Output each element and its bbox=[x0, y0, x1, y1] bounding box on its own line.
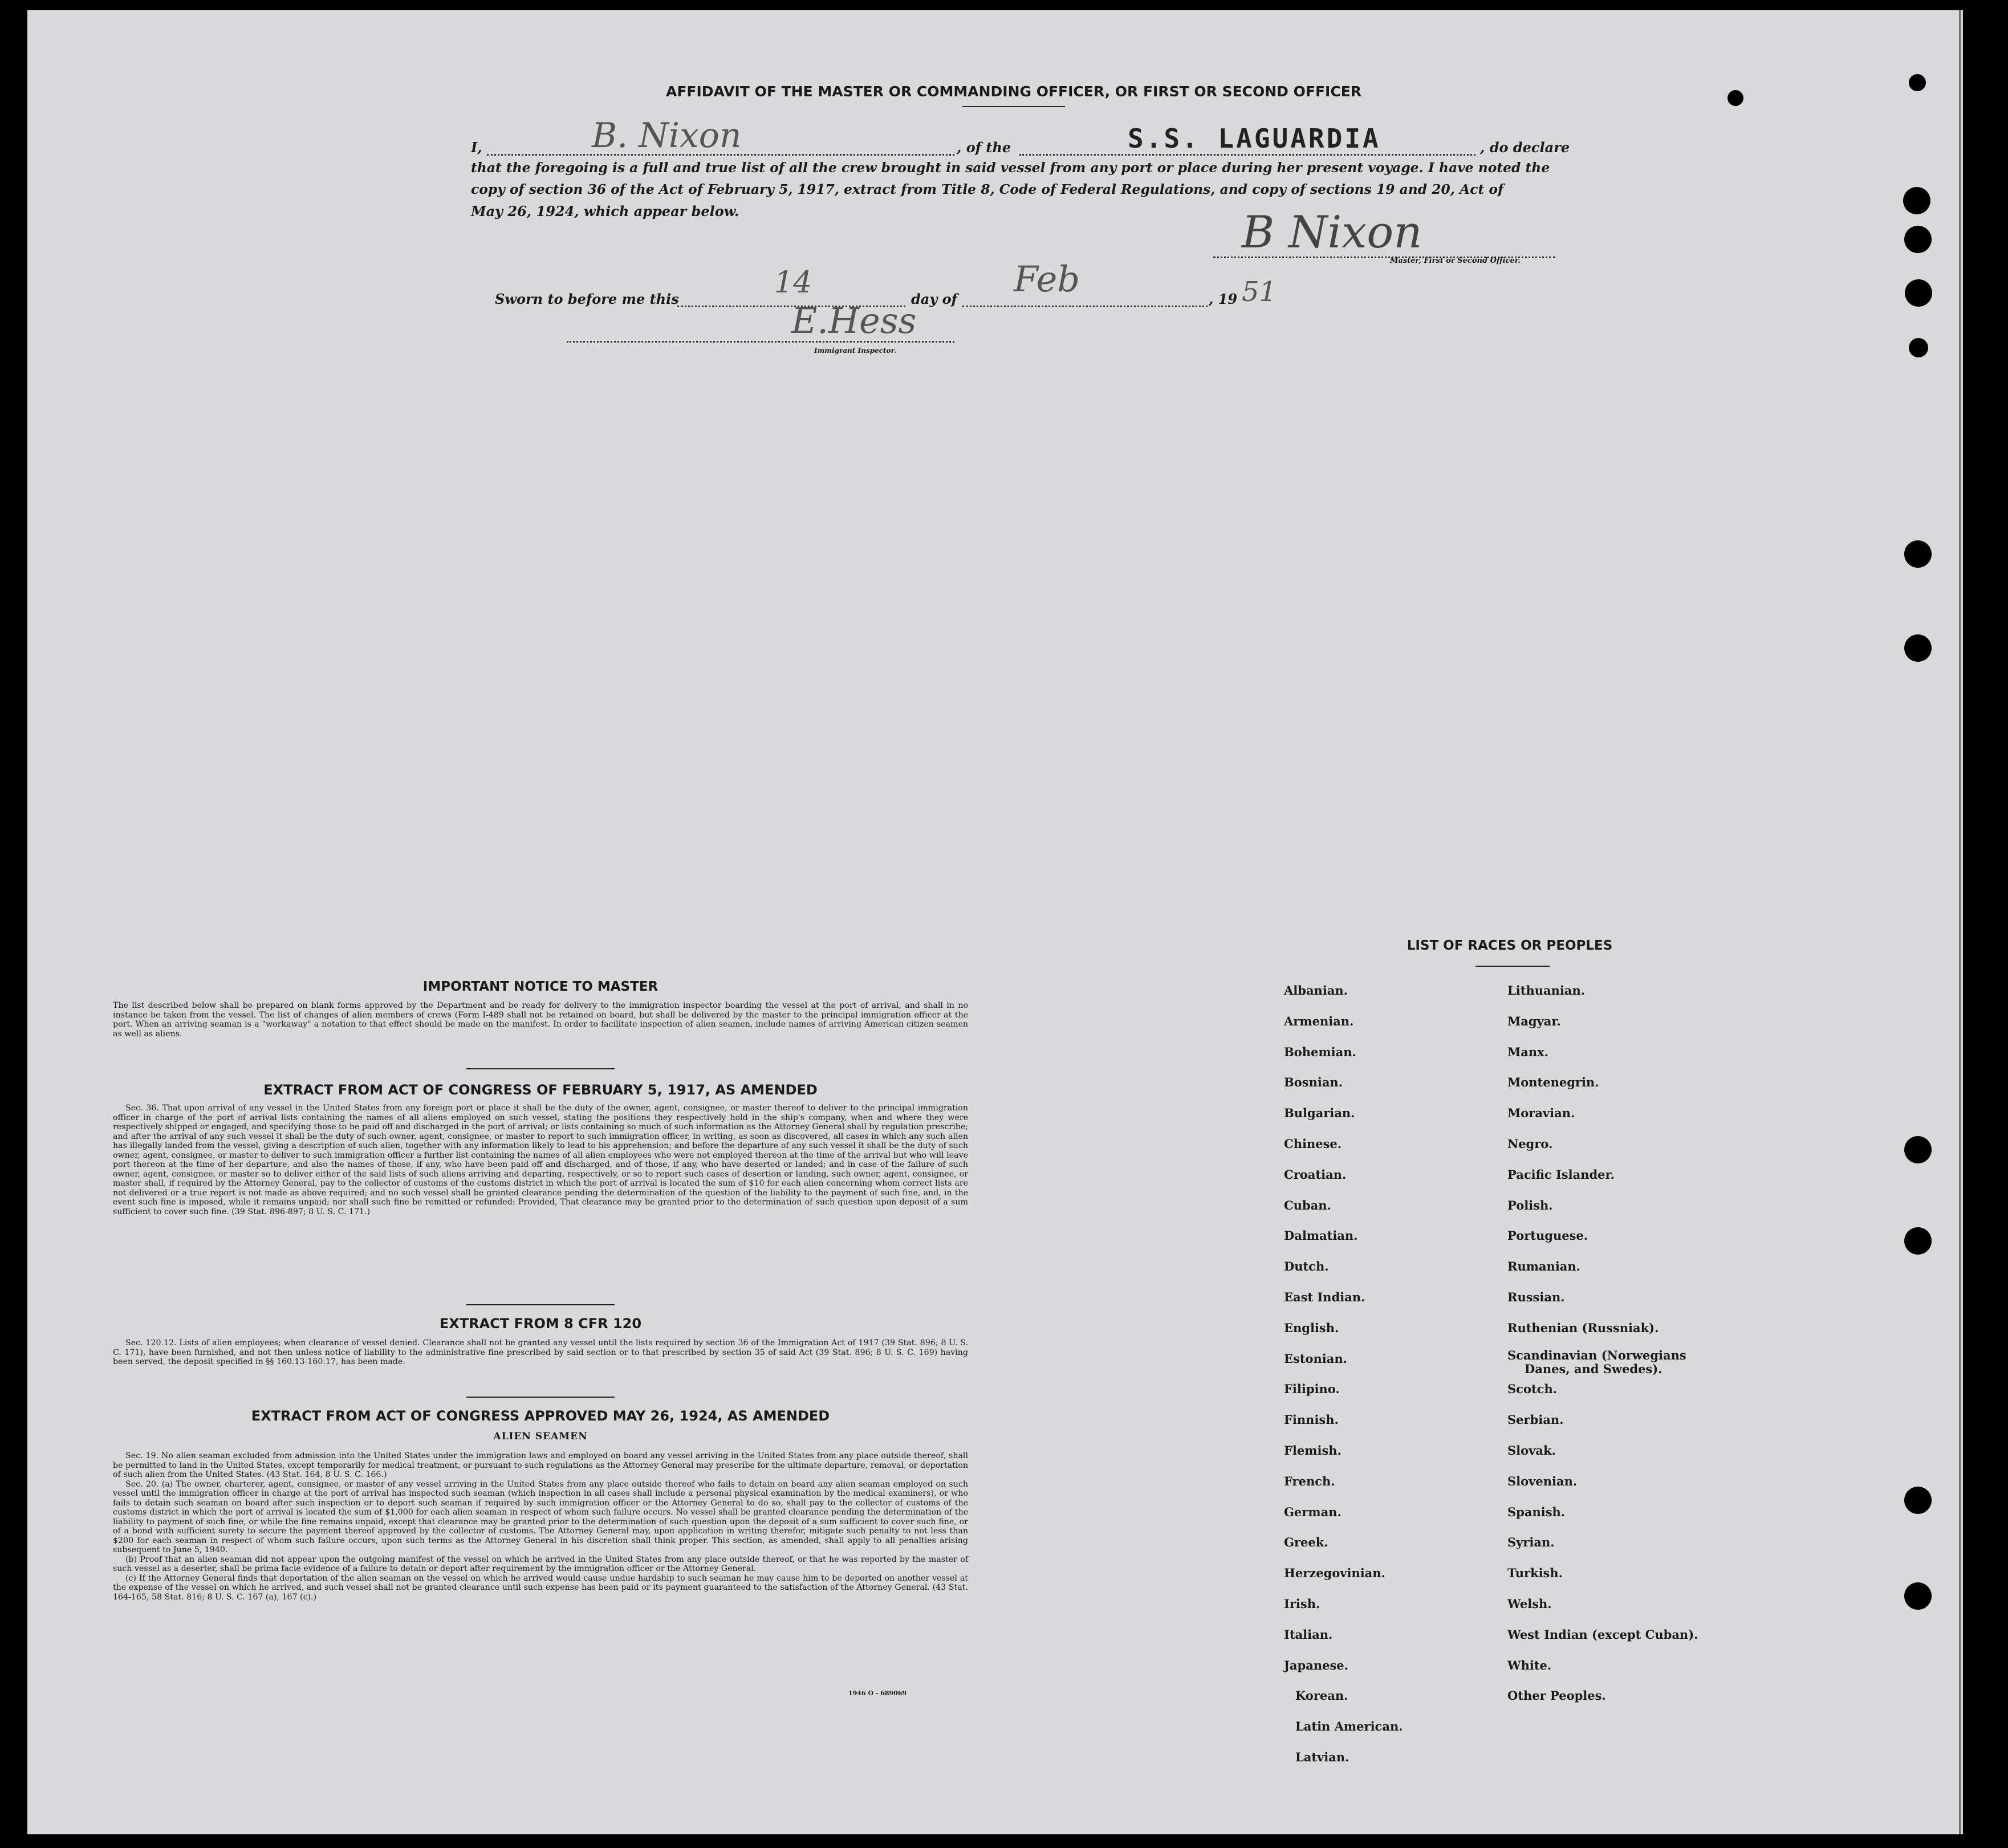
title-underline bbox=[962, 106, 1065, 107]
race-item: West Indian (except Cuban). bbox=[1507, 1627, 1698, 1642]
day-value: 14 bbox=[774, 266, 812, 300]
race-item: Latvian. bbox=[1295, 1750, 1349, 1764]
race-item: Scandinavian (Norwegians bbox=[1507, 1348, 1686, 1362]
punch-hole bbox=[1904, 634, 1932, 662]
race-item: Ruthenian (Russniak). bbox=[1507, 1320, 1659, 1335]
race-item: Latin American. bbox=[1295, 1719, 1403, 1734]
race-item: Negro. bbox=[1507, 1137, 1553, 1151]
race-item: Welsh. bbox=[1507, 1597, 1552, 1611]
document-page bbox=[27, 10, 1963, 1834]
race-item: Danes, and Swedes). bbox=[1525, 1361, 1663, 1376]
race-item: Dalmatian. bbox=[1284, 1228, 1358, 1243]
inspector-label: Immigrant Inspector. bbox=[814, 347, 896, 355]
year-value: 51 bbox=[1242, 276, 1277, 308]
race-item: Finnish. bbox=[1284, 1413, 1339, 1427]
printer-mark: 1946 O - 689069 bbox=[848, 1690, 907, 1697]
punch-hole bbox=[1904, 540, 1932, 568]
punch-hole bbox=[1905, 279, 1932, 307]
master-name-handwritten: B. Nixon bbox=[592, 116, 742, 156]
race-item: Slovenian. bbox=[1507, 1473, 1578, 1488]
do-declare-label: , do declare bbox=[1480, 139, 1570, 156]
race-item: Korean. bbox=[1295, 1688, 1348, 1703]
race-item: Portuguese. bbox=[1507, 1228, 1588, 1243]
race-item: White. bbox=[1507, 1658, 1552, 1672]
master-label: Master, First or Second Officer. bbox=[1390, 257, 1521, 265]
race-item: Scotch. bbox=[1507, 1382, 1558, 1397]
race-item: Rumanian. bbox=[1507, 1259, 1580, 1274]
race-item: English. bbox=[1284, 1320, 1339, 1335]
races-title: LIST OF RACES OR PEOPLES bbox=[1407, 938, 1613, 953]
sec-20c-paragraph: (c) If the Attorney General finds that deportation of the alien seaman on the vessel on which he arrived would cause undue hardship to such seaman he may cause him to be deported on another vessel at the expense of the vessel on which he arrived, and such vessel shall not be granted clearance until such expense has been paid or its payment guaranteed to the satisfaction of the Attorney General. (43 Stat. 164-165, 58 Stat. 816; 8 U. S. C. 167 (a), 167 (c).) bbox=[113, 1573, 968, 1602]
race-item: Turkish. bbox=[1507, 1566, 1563, 1581]
page-edge bbox=[1959, 10, 1963, 1834]
race-item: Manx. bbox=[1507, 1044, 1548, 1059]
race-item: Bosnian. bbox=[1284, 1075, 1343, 1090]
extract-cfr-rule bbox=[466, 1397, 615, 1398]
race-item: Spanish. bbox=[1507, 1504, 1566, 1519]
race-item: Bohemian. bbox=[1284, 1044, 1356, 1059]
punch-hole bbox=[1727, 90, 1743, 106]
extract-1924-text bbox=[113, 1451, 968, 1602]
race-item: Slovak. bbox=[1507, 1443, 1556, 1458]
affidavit-line-3: copy of section 36 of the Act of February 5, 1917, extract from Title 8, Code of Federal Regulations, and copy of sections 19 and 20, Act of bbox=[471, 181, 1504, 197]
race-item: Japanese. bbox=[1284, 1658, 1348, 1672]
race-item: Filipino. bbox=[1284, 1382, 1340, 1397]
vessel-name: S.S. LAGUARDIA bbox=[1128, 123, 1381, 154]
race-item: Greek. bbox=[1284, 1535, 1328, 1550]
notice-rule bbox=[466, 1068, 615, 1069]
year-prefix: , 19 bbox=[1209, 291, 1238, 307]
extract-1924-title: EXTRACT FROM ACT OF CONGRESS APPROVED MAY 26, 1924, AS AMENDED bbox=[251, 1408, 830, 1424]
of-the-label: , of the bbox=[957, 139, 1011, 156]
affidavit-line-2: that the foregoing is a full and true list of all the crew brought in said vessel from any port or place during her present voyage. I have noted the bbox=[471, 160, 1550, 176]
race-item: Albanian. bbox=[1284, 983, 1348, 998]
race-item: Polish. bbox=[1507, 1198, 1553, 1212]
race-item: Other Peoples. bbox=[1507, 1688, 1606, 1703]
race-item: Moravian. bbox=[1507, 1106, 1575, 1121]
race-item: Armenian. bbox=[1284, 1013, 1354, 1028]
race-item: Chinese. bbox=[1284, 1137, 1342, 1151]
affidavit-i-label: I, bbox=[471, 139, 482, 156]
race-item: East Indian. bbox=[1284, 1290, 1365, 1304]
extract-cfr-text bbox=[113, 1338, 968, 1367]
punch-hole bbox=[1904, 226, 1932, 253]
race-item: Pacific Islander. bbox=[1507, 1167, 1615, 1182]
race-item: Montenegrin. bbox=[1507, 1075, 1599, 1090]
affidavit-title: AFFIDAVIT OF THE MASTER OR COMMANDING OFFICER, OR FIRST OR SECOND OFFICER bbox=[665, 83, 1362, 100]
extract-1917-rule bbox=[466, 1304, 615, 1305]
punch-hole bbox=[1904, 1487, 1932, 1514]
sec-20b-paragraph: (b) Proof that an alien seaman did not appear upon the outgoing manifest of the vessel on which he arrived in the United States from any place outside thereof, or that he was reported by the master of such vessel as a deserter, shall be prima facie evidence of a failure to detain or deport after requirement by the immigration officer or the Attorney General. bbox=[113, 1554, 968, 1573]
race-item: Croatian. bbox=[1284, 1167, 1347, 1182]
race-item: Syrian. bbox=[1507, 1535, 1555, 1550]
race-item: Italian. bbox=[1284, 1627, 1333, 1642]
race-item: Bulgarian. bbox=[1284, 1106, 1355, 1121]
race-item: Magyar. bbox=[1507, 1013, 1561, 1028]
race-item: German. bbox=[1284, 1504, 1342, 1519]
notice-text: The list described below shall be prepared on blank forms approved by the Department and be ready for delivery to the immigration inspector boarding the vessel at the port of arrival, and shall in no instance be taken from the vessel. The list of changes of alien members of crews (Form I-489 shall not be retained on board, but shall be delivered by the master to the principal immigration officer at the port. When an arriving seaman is a "workaway" a notation to that effect should be made on the manifest. In order to facilitate inspection of alien seamen, include names of arriving American citizen seamen as well as aliens. bbox=[113, 1001, 968, 1039]
inspector-line bbox=[567, 340, 954, 343]
extract-1917-text bbox=[113, 1104, 968, 1216]
master-signature: B Nixon bbox=[1242, 207, 1422, 258]
race-item: French. bbox=[1284, 1473, 1335, 1488]
sec-19-paragraph: Sec. 19. No alien seaman excluded from admission into the United States under the immigration laws and employed on board any vessel arriving in the United States from any place outside thereof, shall be permitted to land in the United States, except temporarily for medical treatment, or pursuant to such regulations as the Attorney General may prescribe for the ultimate departure, removal, or deportation of such alien from the United States. (43 Stat. 164, 8 U. S. C. 166.) bbox=[113, 1451, 968, 1479]
race-item: Cuban. bbox=[1284, 1198, 1331, 1212]
punch-hole bbox=[1909, 338, 1928, 357]
sec-20a-paragraph: Sec. 20. (a) The owner, charterer, agent, consignee, or master of any vessel arriving in the United States from any place outside thereof who fails to detain on board any alien seaman employed on such vessel until the immigration officer in charge at the port of arrival has inspected such seaman (which inspection in all cases shall include a personal physical examination by the medical examiners), or who fails to detain such seaman on board after such inspection or to deport such seaman if required by such immigration officer or the Attorney General to do so, shall pay to the collector of customs of the customs district in which the port of arrival is located the sum of $1,000 for each alien seaman in respect of whom such failure occurs. No vessel shall be granted clearance pending the determination of the liability to payment of such fine, or while the fine remains unpaid, except that clearance may be granted prior to the determination of such question upon the deposit of a sum sufficient to cover such fine, or of a bond with sufficient surety to secure the payment thereof approved by the collector of customs. The Attorney General may, upon application in writing therefor, mitigate such penalty to not less than $200 for each seaman in respect of whom such failure occurs, upon such terms as the Attorney General in his discretion shall think proper. This section, as amended, shall apply to all penalties arising subsequent to June 5, 1940. bbox=[113, 1479, 968, 1554]
race-item: Lithuanian. bbox=[1507, 983, 1586, 998]
extract-cfr-paragraph: Sec. 120.12. Lists of alien employees; when clearance of vessel denied. Clearance shall not be granted any vessel until the lists required by section 36 of the Immigration Act of 1917 (39 Stat. 896; 8 U. S. C. 171), have been furnished, and not then unless notice of liability to the administrative fine prescribed by said section or to that prescribed by section 35 of said Act (39 Stat. 896; 8 U. S. C. 169) having been served, the deposit specified in §§ 160.13-160.17, has been made. bbox=[113, 1338, 968, 1366]
race-item: Dutch. bbox=[1284, 1259, 1329, 1274]
punch-hole bbox=[1909, 74, 1926, 91]
extract-cfr-title: EXTRACT FROM 8 CFR 120 bbox=[439, 1316, 642, 1332]
race-item: Russian. bbox=[1507, 1290, 1565, 1304]
sworn-label: Sworn to before me this bbox=[495, 291, 679, 307]
race-item: Irish. bbox=[1284, 1597, 1320, 1611]
day-of-label: day of bbox=[911, 291, 957, 307]
race-item: Herzegovinian. bbox=[1284, 1566, 1385, 1581]
races-title-rule bbox=[1475, 966, 1550, 967]
punch-hole bbox=[1903, 187, 1930, 214]
punch-hole bbox=[1904, 1136, 1932, 1163]
extract-1917-title: EXTRACT FROM ACT OF CONGRESS OF FEBRUARY 5, 1917, AS AMENDED bbox=[263, 1082, 818, 1098]
notice-title: IMPORTANT NOTICE TO MASTER bbox=[422, 979, 659, 994]
affidavit-line-4: May 26, 1924, which appear below. bbox=[471, 203, 739, 219]
race-item: Estonian. bbox=[1284, 1351, 1347, 1366]
month-line bbox=[962, 304, 1208, 307]
extract-1917-paragraph: Sec. 36. That upon arrival of any vessel in the United States from any foreign port or place it shall be the duty of the owner, agent, consignee, or master thereof to deliver to the principal immigration officer in charge of the port of arrival lists containing the names of all aliens employed on such vessel, stating the positions they respectively hold in the ship's company, when and where they were respectively shipped or engaged, and specifying those to be paid off and discharged in the port of arrival; or lists containing so much of such information as the Attorney General shall by regulation prescribe; and after the arrival of any such vessel it shall be the duty of such owner, agent, consignee, or master to report to such immigration officer, in writing, as soon as discovered, all cases in which any such alien has illegally landed from the vessel, giving a description of such alien, together with any information likely to lead to his apprehension; and before the departure of any such vessel it shall be the duty of such owner, agent, consignee, or master to deliver to such immigration officer a further list containing the names of all alien employees who were not employed thereon at the time of the arrival but who will leave port thereon at the time of her departure, and also the names of those, if any, who have been paid off and discharged, and of those, if any, who have deserted or landed; and in case of the failure of such owner, agent, consignee, or master so to deliver either of the said lists of such aliens arriving and departing, respectively, or so to report such cases of desertion or landing, such owner, agent, consignee, or master shall, if required by the Attorney General, pay to the collector of customs of the customs district in which the port of arrival is located the sum of $10 for each alien concerning whom correct lists are not delivered or a true report is not made as above required; and no such vessel shall be granted clearance pending the determination of the question of the liability to the payment of such fine, and, in the event such fine is imposed, while it remains unpaid; nor shall such fine be remitted or refunded: Provided, That clearance may be granted prior to the determination of such question upon deposit of a sum sufficient to cover such fine. (39 Stat. 896-897; 8 U. S. C. 171.) bbox=[113, 1104, 968, 1216]
punch-hole bbox=[1904, 1227, 1932, 1255]
inspector-signature: E.Hess bbox=[791, 300, 917, 341]
race-item: Serbian. bbox=[1507, 1413, 1564, 1427]
race-item: Flemish. bbox=[1284, 1443, 1342, 1458]
alien-seamen-subtitle: ALIEN SEAMEN bbox=[493, 1431, 588, 1442]
punch-hole bbox=[1904, 1582, 1932, 1610]
month-value: Feb bbox=[1014, 258, 1080, 300]
